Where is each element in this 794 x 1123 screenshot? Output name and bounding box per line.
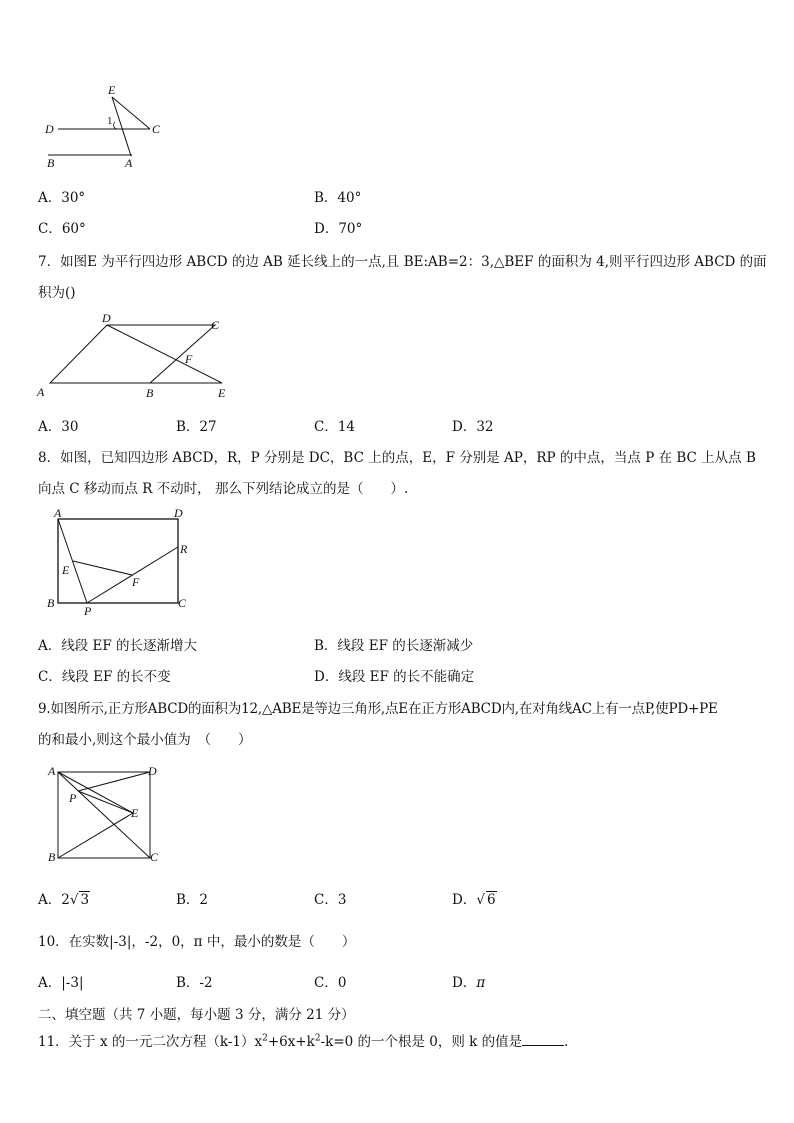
q8-label-f: F [132,575,140,589]
q7-stem-line2: 积为() [38,285,76,301]
option-key: B． [176,419,200,435]
q6-label-e: E [108,83,116,97]
q6-option-b[interactable] [314,186,361,206]
q8-label-r: R [180,542,188,556]
q9-label-a: A [48,764,56,778]
q7-option-a[interactable] [38,415,78,435]
q9-label-p: P [69,791,77,805]
q11-text-after: -k=0 的一个根是 0，则 k 的值是 [320,1034,523,1050]
q10-stem-line1: 10．在实数|-3|，-2，0，π 中，最小的数是（ ） [38,934,356,950]
q8-stem-line2: 向点 C 移动而点 R 不动时， 那么下列结论成立的是（ ）. [38,481,409,497]
option-text: 3 [337,892,347,908]
option-coefficient: 2 [61,892,70,908]
q9-label-d: D [148,764,157,778]
option-key: D． [314,221,339,237]
option-text: 27 [199,419,217,435]
option-key: A． [38,190,62,206]
option-key: C． [314,892,338,908]
q9-option-d[interactable] [452,888,497,908]
option-key: A． [38,419,62,435]
q9-stem-line2: 的和最小,则这个最小值为 （ ） [38,732,252,748]
q6-label-angle1: 1 [107,115,113,127]
option-key: B． [314,190,338,206]
option-key: C． [38,669,62,685]
section2-title: 二、填空题（共 7 小题，每小题 3 分，满分 21 分） [38,1007,355,1023]
option-text: 14 [337,419,356,435]
q7-stem-line1: 7．如图E 为平行四边形 ABCD 的边 AB 延长线上的一点,且 BE:AB=2：3,△BEF 的面积为 4,则平行四边形 ABCD 的面 [38,254,767,270]
q6-label-b: B [47,156,55,170]
q11-answer-blank[interactable] [522,1033,564,1046]
q8-label-d: D [174,506,183,520]
q8-option-a[interactable] [38,634,197,654]
option-text: 40° [337,190,362,206]
q11-exponent-2: 2 [314,1033,321,1044]
option-text: 线段 EF 的长不能确定 [338,669,475,685]
q9-option-b[interactable] [176,888,208,908]
q8-label-c: C [178,596,187,610]
option-text: -2 [199,975,213,991]
q11-text-before: 11．关于 x 的一元二次方程（k-1）x [38,1034,263,1050]
q7-label-d: D [102,311,111,325]
q6-label-a: A [125,156,133,170]
option-text: |-3| [61,975,84,991]
q8-option-b[interactable] [314,634,473,654]
option-text: 线段 EF 的长不变 [61,669,171,685]
q7-label-a: A [37,385,45,399]
option-key: A． [38,892,62,908]
q11-text-middle: +6x+k [267,1034,315,1050]
q6-option-a[interactable] [38,186,85,206]
q7-label-b: B [146,386,154,400]
option-key: D． [452,419,477,435]
option-key: B． [176,892,200,908]
option-key: A． [38,638,62,654]
q9-option-c[interactable] [314,888,346,908]
q11-stem [38,1030,568,1050]
q7-option-b[interactable] [176,415,217,435]
q10-option-b[interactable] [176,971,213,991]
option-text: π [476,975,486,991]
option-key: B． [314,638,338,654]
q6-option-c[interactable] [38,217,86,237]
q8-label-a: A [54,506,62,520]
q9-label-e: E [131,806,139,820]
option-key: D． [314,669,339,685]
q7-figure [35,308,235,403]
q7-option-c[interactable] [314,415,355,435]
sqrt-icon: √ 6 [476,892,496,908]
q6-figure [38,80,168,172]
option-text: 32 [476,419,494,435]
option-text: 0 [337,975,347,991]
q9-label-c: C [150,850,159,864]
q8-option-d[interactable] [314,665,474,685]
q6-label-d: D [45,122,54,136]
q9-label-b: B [48,850,56,864]
q7-label-c: C [211,318,220,332]
option-key: C． [314,419,338,435]
q11-text-end: . [564,1034,569,1050]
option-text: 线段 EF 的长逐渐增大 [61,638,198,654]
option-radicand: 3 [80,892,90,908]
q10-option-d[interactable] [452,971,485,991]
q7-label-e: E [218,386,226,400]
q8-label-b: B [47,596,55,610]
option-key: D． [452,892,477,908]
q9-figure [40,760,170,870]
option-text: 2 [199,892,209,908]
q10-option-a[interactable] [38,971,84,991]
q8-stem-line1: 8．如图，已知四边形 ABCD，R，P 分别是 DC，BC 上的点，E，F 分别是 AP，RP 的中点，当点 P 在 BC 上从点 B [38,450,756,466]
q11-exponent-1: 2 [262,1033,268,1044]
q8-figure [40,505,200,620]
option-text: 线段 EF 的长逐渐减少 [337,638,474,654]
option-radicand: 6 [486,892,496,908]
q8-option-c[interactable] [38,665,171,685]
option-text: 70° [338,221,363,237]
q10-option-c[interactable] [314,971,346,991]
q9-stem-line1: 9.如图所示,正方形ABCD的面积为12,△ABE是等边三角形,点E在正方形ABCD内,在对角线AC上有一点P,使PD+PE [38,701,718,717]
option-key: C． [38,221,62,237]
q9-option-a[interactable] [38,888,90,908]
option-text: 30 [61,419,79,435]
option-text: 60° [61,221,86,237]
option-key: B． [176,975,200,991]
q8-label-e: E [62,563,70,577]
option-key: D． [452,975,477,991]
option-key: A． [38,975,62,991]
q7-option-d[interactable] [452,415,494,435]
option-text: 30° [61,190,86,206]
option-key: C． [314,975,338,991]
q6-label-c: C [152,122,161,136]
q8-label-p: P [84,604,92,618]
q6-option-d[interactable] [314,217,362,237]
sqrt-icon: √ 3 [69,892,90,908]
q7-label-f: F [185,352,193,366]
